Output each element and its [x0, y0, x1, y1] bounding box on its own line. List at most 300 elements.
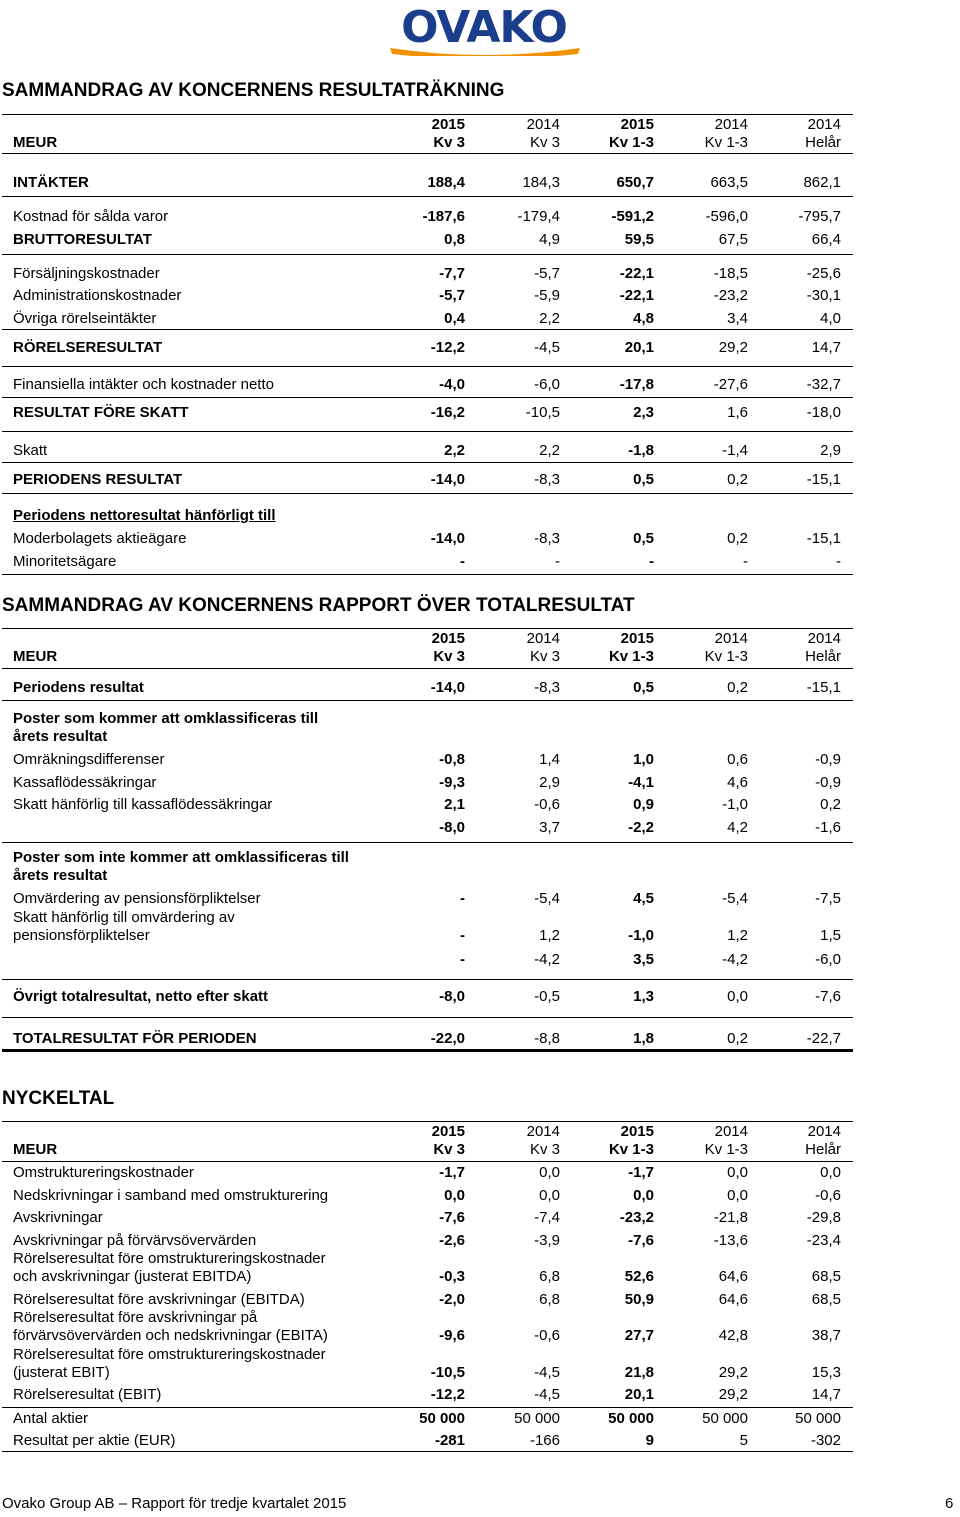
row-label-line: Rörelseresultat före omstruktureringskostnader — [13, 1250, 326, 1267]
row-separator — [2, 1049, 853, 1052]
section2-top-rule — [2, 628, 853, 629]
cell-value: 64,6 — [718, 1291, 748, 1308]
cell-value: 1,5 — [820, 927, 841, 944]
row-label-line: Övriga rörelseintäkter — [13, 310, 157, 327]
row-label-line: Moderbolagets aktieägare — [13, 530, 187, 547]
cell-value: 20,1 — [624, 1386, 654, 1403]
col-header-year: 2015 — [431, 116, 465, 133]
cell-value: -187,6 — [422, 208, 465, 225]
cell-value: 0,0 — [539, 1164, 560, 1181]
col-header-year: 2015 — [620, 630, 654, 647]
row-label-line: Övrigt totalresultat, netto efter skatt — [13, 988, 269, 1005]
cell-value: -179,4 — [517, 208, 560, 225]
cell-value: - — [836, 553, 841, 570]
row-label — [13, 1309, 328, 1345]
cell-value: -22,1 — [619, 265, 654, 282]
cell-value: 0,2 — [727, 1030, 748, 1047]
row-label — [13, 553, 116, 571]
row-separator — [2, 397, 853, 398]
row-label — [13, 507, 276, 525]
row-label-line: Periodens nettoresultat hänförligt till — [13, 507, 276, 524]
row-label — [13, 208, 168, 226]
cell-value: 66,4 — [811, 231, 841, 248]
row-separator — [2, 842, 853, 843]
cell-value: -22,1 — [619, 287, 654, 304]
col-header-year: 2015 — [620, 116, 654, 133]
cell-value: 29,2 — [718, 1386, 748, 1403]
cell-value: 21,8 — [624, 1364, 654, 1381]
cell-value: 2,9 — [539, 774, 560, 791]
row-label-line: Kostnad för sålda varor — [13, 208, 169, 225]
cell-value: 67,5 — [718, 231, 748, 248]
row-label-line: Rörelseresultat före avskrivningar på — [13, 1309, 258, 1326]
row-separator — [2, 1407, 853, 1408]
row-label-line: Skatt — [13, 442, 48, 459]
row-separator — [2, 700, 853, 701]
cell-value: 9 — [645, 1432, 654, 1449]
ovako-logo — [376, 2, 592, 56]
cell-value: -23,4 — [806, 1232, 841, 1249]
cell-value: - — [460, 927, 465, 944]
cell-value: -0,5 — [534, 988, 560, 1005]
cell-value: -10,5 — [525, 404, 560, 421]
cell-value: -5,7 — [534, 265, 560, 282]
row-separator — [2, 979, 853, 980]
row-label-line: Nedskrivningar i samband med omstrukturering — [13, 1187, 329, 1204]
cell-value: -12,2 — [430, 1386, 465, 1403]
section1-top-rule — [2, 114, 853, 115]
cell-value: -302 — [810, 1432, 841, 1449]
row-label-line: Minoritetsägare — [13, 553, 117, 570]
cell-value: 50 000 — [795, 1410, 841, 1427]
col-header-year: 2014 — [526, 116, 560, 133]
cell-value: -2,2 — [628, 819, 654, 836]
cell-value: 0,0 — [444, 1187, 465, 1204]
row-label — [13, 265, 160, 283]
cell-value: 2,2 — [539, 310, 560, 327]
row-separator — [2, 574, 853, 575]
col-header-year: 2014 — [714, 116, 748, 133]
cell-value: - — [460, 951, 465, 968]
col-header-year: 2015 — [620, 1123, 654, 1140]
cell-value: -7,7 — [439, 265, 465, 282]
cell-value: -12,2 — [430, 339, 465, 356]
cell-value: -4,1 — [628, 774, 654, 791]
cell-value: 0,0 — [727, 1164, 748, 1181]
col-header-period: Helår — [805, 134, 841, 151]
cell-value: 4,0 — [820, 310, 841, 327]
row-label-line: Resultat per aktie (EUR) — [13, 1432, 176, 1449]
cell-value: 50 000 — [514, 1410, 560, 1427]
row-label-line: och avskrivningar (justerat EBITDA) — [13, 1268, 252, 1285]
cell-value: -15,1 — [806, 679, 841, 696]
cell-value: -6,0 — [815, 951, 841, 968]
row-label — [13, 442, 47, 460]
header-rule — [2, 668, 853, 669]
row-separator — [2, 254, 853, 255]
row-label-line: Rörelseresultat (EBIT) — [13, 1386, 162, 1403]
cell-value: 4,6 — [727, 774, 748, 791]
col-header-period: Kv 3 — [529, 134, 560, 151]
col-header-period: Kv 1-3 — [608, 1141, 654, 1158]
cell-value: 0,0 — [727, 988, 748, 1005]
cell-value: -8,0 — [439, 819, 465, 836]
col-header-period: Helår — [805, 1141, 841, 1158]
cell-value: 2,9 — [820, 442, 841, 459]
cell-value: 3,4 — [727, 310, 748, 327]
col-header-year: 2014 — [807, 116, 841, 133]
cell-value: -22,7 — [806, 1030, 841, 1047]
row-label — [13, 1432, 176, 1450]
row-label — [13, 1164, 194, 1182]
cell-value: 2,2 — [539, 442, 560, 459]
row-label-line: RESULTAT FÖRE SKATT — [13, 404, 189, 421]
cell-value: 5 — [739, 1432, 748, 1449]
row-label — [13, 774, 156, 792]
col-header-year: 2014 — [714, 630, 748, 647]
row-label — [13, 1386, 161, 1404]
row-separator — [2, 196, 853, 197]
cell-value: 663,5 — [710, 174, 748, 191]
row-label — [13, 1410, 88, 1428]
row-label-line: årets resultat — [13, 867, 108, 884]
header-rule — [2, 1161, 853, 1162]
cell-value: -6,0 — [534, 376, 560, 393]
row-label — [13, 1250, 326, 1286]
svg-text:OVAKO: OVAKO — [401, 2, 567, 53]
cell-value: -29,8 — [806, 1209, 841, 1226]
cell-value: - — [555, 553, 560, 570]
row-label — [13, 339, 162, 357]
row-label-line: Försäljningskostnader — [13, 265, 160, 282]
cell-value: 4,2 — [727, 819, 748, 836]
row-separator — [2, 431, 853, 432]
cell-value: 27,7 — [624, 1327, 654, 1344]
col-header-period: Helår — [805, 648, 841, 665]
row-label — [13, 796, 272, 814]
cell-value: -7,6 — [815, 988, 841, 1005]
cell-value: -0,9 — [815, 751, 841, 768]
cell-value: -166 — [529, 1432, 560, 1449]
row-label — [13, 890, 261, 908]
cell-value: -1,6 — [815, 819, 841, 836]
cell-value: -17,8 — [619, 376, 654, 393]
cell-value: 2,1 — [444, 796, 465, 813]
row-label — [13, 530, 186, 548]
cell-value: 6,8 — [539, 1268, 560, 1285]
cell-value: -4,5 — [534, 1364, 560, 1381]
cell-value: 2,2 — [444, 442, 465, 459]
cell-value: 0,5 — [633, 679, 654, 696]
cell-value: 3,5 — [633, 951, 654, 968]
row-label-line: (justerat EBIT) — [13, 1364, 110, 1381]
cell-value: -13,6 — [713, 1232, 748, 1249]
row-label-line: TOTALRESULTAT FÖR PERIODEN — [13, 1030, 257, 1047]
cell-value: 42,8 — [718, 1327, 748, 1344]
cell-value: -7,5 — [815, 890, 841, 907]
col-header-period: Kv 3 — [529, 1141, 560, 1158]
cell-value: -8,3 — [534, 530, 560, 547]
cell-value: 38,7 — [811, 1327, 841, 1344]
cell-value: -4,2 — [534, 951, 560, 968]
cell-value: -1,7 — [628, 1164, 654, 1181]
row-label — [13, 751, 164, 769]
cell-value: -7,4 — [534, 1209, 560, 1226]
col-header-year: 2014 — [526, 630, 560, 647]
cell-value: -1,0 — [722, 796, 748, 813]
cell-value: -18,0 — [806, 404, 841, 421]
cell-value: -0,9 — [815, 774, 841, 791]
cell-value: 0,4 — [444, 310, 465, 327]
row-label — [13, 1030, 257, 1048]
cell-value: -0,6 — [534, 1327, 560, 1344]
cell-value: -3,9 — [534, 1232, 560, 1249]
row-label-line: Omvärdering av pensionsförpliktelser — [13, 890, 261, 907]
row-label-line: Finansiella intäkter och kostnader netto — [13, 376, 274, 393]
row-label-line: Skatt hänförlig till omvärdering av — [13, 909, 235, 926]
col-header-period: Kv 3 — [433, 134, 465, 151]
row-separator — [2, 1451, 853, 1452]
row-label — [13, 1346, 326, 1382]
footer-text: Ovako Group AB – Rapport för tredje kvartalet 2015 — [2, 1495, 347, 1512]
cell-value: 0,0 — [820, 1164, 841, 1181]
cell-value: 0,2 — [727, 471, 748, 488]
cell-value: 862,1 — [803, 174, 841, 191]
row-label-line: Poster som inte kommer att omklassificeras till — [13, 849, 349, 866]
cell-value: -9,6 — [439, 1327, 465, 1344]
row-label-line: årets resultat — [13, 728, 108, 745]
cell-value: -1,8 — [628, 442, 654, 459]
cell-value: 14,7 — [811, 339, 841, 356]
row-label-line: Skatt hänförlig till kassaflödessäkringar — [13, 796, 273, 813]
cell-value: 50 000 — [702, 1410, 748, 1427]
cell-value: -281 — [434, 1432, 465, 1449]
cell-value: -30,1 — [806, 287, 841, 304]
cell-value: 0,0 — [633, 1187, 654, 1204]
cell-value: 1,2 — [539, 927, 560, 944]
col-header-period: Kv 1-3 — [704, 1141, 748, 1158]
page-number: 6 — [945, 1495, 954, 1512]
col-header-year: 2015 — [431, 630, 465, 647]
row-label-line: RÖRELSERESULTAT — [13, 339, 163, 356]
cell-value: 184,3 — [522, 174, 560, 191]
cell-value: 4,8 — [633, 310, 654, 327]
row-label — [13, 679, 144, 697]
cell-value: -5,9 — [534, 287, 560, 304]
cell-value: -596,0 — [705, 208, 748, 225]
row-label-line: Rörelseresultat före omstruktureringskostnader — [13, 1346, 326, 1363]
cell-value: - — [743, 553, 748, 570]
cell-value: 650,7 — [616, 174, 654, 191]
cell-value: 0,0 — [727, 1187, 748, 1204]
cell-value: -2,0 — [439, 1291, 465, 1308]
cell-value: 0,9 — [633, 796, 654, 813]
col-header-year: 2015 — [431, 1123, 465, 1140]
row-separator — [2, 1017, 853, 1018]
row-label-line: Kassaflödessäkringar — [13, 774, 157, 791]
cell-value: -5,4 — [534, 890, 560, 907]
cell-value: 1,4 — [539, 751, 560, 768]
col-header-period: Kv 1-3 — [608, 134, 654, 151]
header-rule — [2, 153, 853, 154]
row-label-line: förvärvsövervärden och nedskrivningar (EBITA) — [13, 1327, 328, 1344]
row-label — [13, 988, 268, 1006]
row-label — [13, 849, 349, 885]
row-label-line: BRUTTORESULTAT — [13, 231, 152, 248]
cell-value: 50 000 — [608, 1410, 654, 1427]
row-label-line: Periodens resultat — [13, 679, 144, 696]
cell-value: 0,6 — [727, 751, 748, 768]
cell-value: 1,2 — [727, 927, 748, 944]
cell-value: -10,5 — [430, 1364, 465, 1381]
row-label-line: Administrationskostnader — [13, 287, 182, 304]
cell-value: -4,0 — [439, 376, 465, 393]
cell-value: 4,9 — [539, 231, 560, 248]
cell-value: 64,6 — [718, 1268, 748, 1285]
cell-value: -15,1 — [806, 471, 841, 488]
unit-label: MEUR — [13, 134, 58, 151]
row-label — [13, 310, 156, 328]
row-separator — [2, 493, 853, 494]
cell-value: 3,7 — [539, 819, 560, 836]
cell-value: 0,2 — [820, 796, 841, 813]
cell-value: -4,5 — [534, 339, 560, 356]
cell-value: 52,6 — [624, 1268, 654, 1285]
row-label — [13, 287, 181, 305]
cell-value: -591,2 — [611, 208, 654, 225]
row-label-line: Omstruktureringskostnader — [13, 1164, 194, 1181]
cell-value: 0,8 — [444, 231, 465, 248]
cell-value: 0,0 — [539, 1187, 560, 1204]
col-header-year: 2014 — [526, 1123, 560, 1140]
cell-value: -23,2 — [619, 1209, 654, 1226]
cell-value: 15,3 — [811, 1364, 841, 1381]
col-header-period: Kv 3 — [529, 648, 560, 665]
col-header-year: 2014 — [807, 1123, 841, 1140]
row-label — [13, 710, 318, 746]
cell-value: -22,0 — [430, 1030, 465, 1047]
cell-value: -14,0 — [430, 471, 465, 488]
cell-value: 0,5 — [633, 530, 654, 547]
row-separator — [2, 329, 853, 330]
section2-title: SAMMANDRAG AV KONCERNENS RAPPORT ÖVER TOTALRESULTAT — [2, 595, 635, 616]
row-label — [13, 1209, 103, 1227]
cell-value: -5,4 — [722, 890, 748, 907]
section1-title: SAMMANDRAG AV KONCERNENS RESULTATRÄKNING — [2, 80, 505, 101]
cell-value: -5,7 — [439, 287, 465, 304]
cell-value: -7,6 — [439, 1209, 465, 1226]
cell-value: 1,0 — [633, 751, 654, 768]
cell-value: 50,9 — [624, 1291, 654, 1308]
cell-value: 1,8 — [633, 1030, 654, 1047]
row-label-line: Rörelseresultat före avskrivningar (EBITDA) — [13, 1291, 305, 1308]
col-header-period: Kv 1-3 — [704, 648, 748, 665]
cell-value: -14,0 — [430, 530, 465, 547]
row-label — [13, 404, 189, 422]
cell-value: 1,3 — [633, 988, 654, 1005]
row-label — [13, 174, 89, 192]
cell-value: -4,2 — [722, 951, 748, 968]
col-header-year: 2014 — [807, 630, 841, 647]
cell-value: -7,6 — [628, 1232, 654, 1249]
cell-value: -1,0 — [628, 927, 654, 944]
cell-value: 50 000 — [419, 1410, 465, 1427]
row-label — [13, 471, 182, 489]
cell-value: -15,1 — [806, 530, 841, 547]
col-header-period: Kv 1-3 — [608, 648, 654, 665]
section3-top-rule — [2, 1121, 853, 1122]
cell-value: 2,3 — [633, 404, 654, 421]
cell-value: -8,0 — [439, 988, 465, 1005]
unit-label: MEUR — [13, 1141, 58, 1158]
cell-value: 0,5 — [633, 471, 654, 488]
row-label-line: Omräkningsdifferenser — [13, 751, 165, 768]
cell-value: -0,8 — [439, 751, 465, 768]
cell-value: 4,5 — [633, 890, 654, 907]
col-header-period: Kv 3 — [433, 1141, 465, 1158]
cell-value: 188,4 — [427, 174, 465, 191]
cell-value: -0,3 — [439, 1268, 465, 1285]
cell-value: - — [649, 553, 654, 570]
section3-title: NYCKELTAL — [2, 1088, 115, 1109]
cell-value: - — [460, 890, 465, 907]
cell-value: -4,5 — [534, 1386, 560, 1403]
cell-value: 68,5 — [811, 1291, 841, 1308]
row-label-line: Antal aktier — [13, 1410, 89, 1427]
cell-value: -32,7 — [806, 376, 841, 393]
cell-value: 14,7 — [811, 1386, 841, 1403]
cell-value: -795,7 — [798, 208, 841, 225]
cell-value: 29,2 — [718, 1364, 748, 1381]
row-label — [13, 1187, 328, 1205]
cell-value: -18,5 — [713, 265, 748, 282]
cell-value: -27,6 — [713, 376, 748, 393]
cell-value: 68,5 — [811, 1268, 841, 1285]
cell-value: 6,8 — [539, 1291, 560, 1308]
row-label — [13, 909, 235, 945]
row-label — [13, 376, 274, 394]
row-label-line: Avskrivningar på förvärvsövervärden — [13, 1232, 257, 1249]
row-label — [13, 1232, 256, 1250]
row-label — [13, 231, 152, 249]
cell-value: 0,2 — [727, 679, 748, 696]
cell-value: -9,3 — [439, 774, 465, 791]
cell-value: 1,6 — [727, 404, 748, 421]
col-header-year: 2014 — [714, 1123, 748, 1140]
row-separator — [2, 366, 853, 367]
cell-value: -8,3 — [534, 679, 560, 696]
cell-value: -23,2 — [713, 287, 748, 304]
cell-value: -1,7 — [439, 1164, 465, 1181]
cell-value: -14,0 — [430, 679, 465, 696]
cell-value: -21,8 — [713, 1209, 748, 1226]
col-header-period: Kv 3 — [433, 648, 465, 665]
cell-value: 29,2 — [718, 339, 748, 356]
cell-value: -25,6 — [806, 265, 841, 282]
cell-value: 59,5 — [624, 231, 654, 248]
cell-value: 20,1 — [624, 339, 654, 356]
cell-value: -8,8 — [534, 1030, 560, 1047]
cell-value: -16,2 — [430, 404, 465, 421]
row-label-line: pensionsförpliktelser — [13, 927, 150, 944]
col-header-period: Kv 1-3 — [704, 134, 748, 151]
row-label-line: Avskrivningar — [13, 1209, 103, 1226]
row-separator — [2, 462, 853, 463]
cell-value: -0,6 — [534, 796, 560, 813]
row-label-line: INTÄKTER — [13, 174, 89, 191]
cell-value: 0,2 — [727, 530, 748, 547]
row-label-line: PERIODENS RESULTAT — [13, 471, 183, 488]
